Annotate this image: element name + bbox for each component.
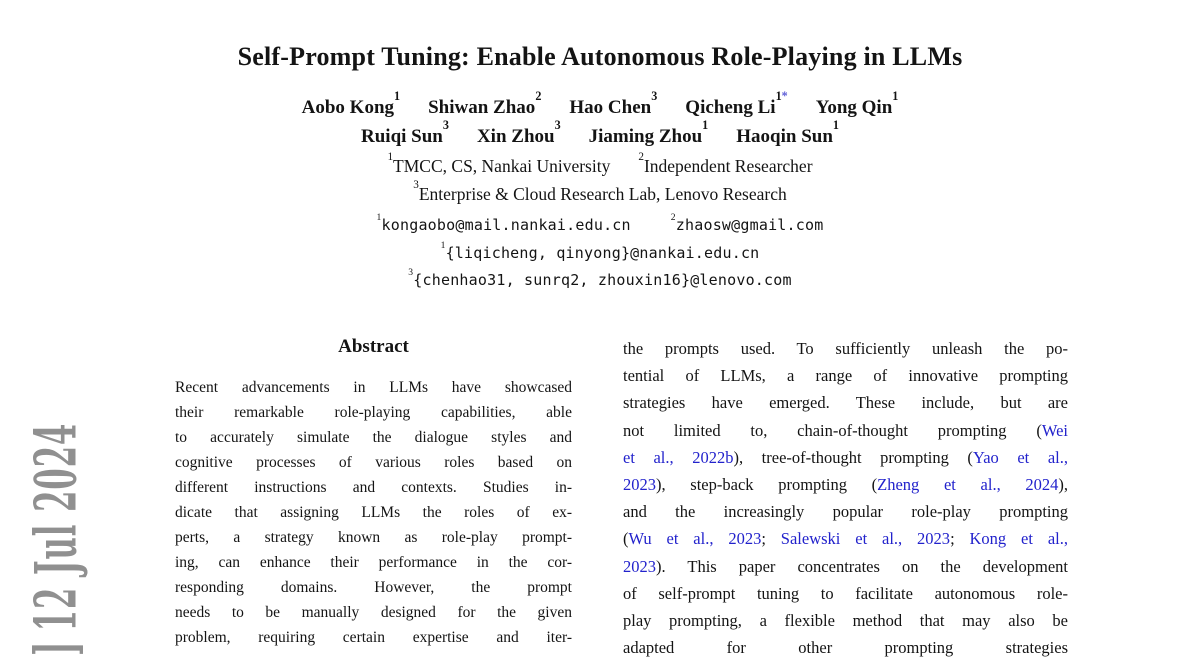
text-segment: ), step-back prompting ( xyxy=(656,474,878,494)
citation-link[interactable]: et al., 2022b xyxy=(623,447,734,467)
affiliation-row-2 xyxy=(0,179,1200,205)
group-superscript: 3 xyxy=(408,266,414,278)
author-name: Hao Chen$^3$ xyxy=(569,89,658,118)
text-line xyxy=(623,417,1068,444)
text-line xyxy=(623,362,1068,389)
citation-link[interactable]: Wei xyxy=(1041,420,1068,440)
author-name: Jiaming Zhou$^1$ xyxy=(588,118,709,147)
text-line xyxy=(175,475,572,500)
text-segment: play prompting, a flexible method that may also be xyxy=(623,610,1068,630)
text-line xyxy=(175,625,572,650)
affiliation: $^2$Independent Researcher xyxy=(638,151,813,176)
text-line xyxy=(623,389,1068,416)
text-line xyxy=(623,580,1068,607)
group-superscript: 1 xyxy=(387,151,394,164)
text-segment: strategies have emerged. These include, but are xyxy=(623,393,1068,413)
author-row-2 xyxy=(0,118,1200,148)
text-line xyxy=(623,444,1068,471)
affiliation-superscript: 2 xyxy=(535,89,542,104)
affiliation-superscript: 1 xyxy=(394,89,401,104)
text-segment: to accurately simulate the dialogue styles and xyxy=(175,429,572,446)
text-segment: ( xyxy=(623,529,629,549)
text-segment: ). This paper concentrates on the development xyxy=(656,556,1068,576)
author-name: Ruiqi Sun$^3$ xyxy=(361,118,449,147)
email-row-1 xyxy=(0,211,1200,234)
text-segment: their remarkable role-playing capabilities, able xyxy=(175,404,572,421)
text-line xyxy=(623,607,1068,634)
stamp-date-text: 12 Jul 2024 xyxy=(24,422,91,632)
text-line xyxy=(623,471,1068,498)
text-segment: different instructions and contexts. Studies in- xyxy=(175,479,572,496)
text-segment: perts, a strategy known as role-play prompt- xyxy=(175,529,572,546)
stamp-partial-bracket: ] xyxy=(24,640,91,656)
email-address: $^1$kongaobo@mail.nankai.edu.cn xyxy=(376,211,631,234)
text-segment: ), tree-of-thought prompting ( xyxy=(733,447,973,467)
email-address: $^1${liqicheng, qinyong}@nankai.edu.cn xyxy=(440,239,760,262)
text-line xyxy=(623,335,1068,362)
group-superscript: 2 xyxy=(638,151,644,164)
author-name: Aobo Kong$^1$ xyxy=(301,89,401,118)
text-line xyxy=(175,600,572,625)
author-name: Xin Zhou$^3$ xyxy=(476,118,561,147)
text-segment: of self-prompt tuning to facilitate autonomous role- xyxy=(623,583,1068,603)
author-name: Haoqin Sun$^1$ xyxy=(736,118,839,147)
group-superscript: 3 xyxy=(413,179,419,192)
text-line xyxy=(623,634,1068,661)
affiliation: $^1$TMCC, CS, Nankai University xyxy=(387,151,611,176)
author-name: Qicheng $Li^{1*}$ xyxy=(685,89,788,118)
text-segment: Recent advancements in LLMs have showcased xyxy=(175,379,572,396)
text-segment: needs to be manually designed for the given xyxy=(175,604,572,621)
abstract-heading: Abstract xyxy=(338,336,409,357)
text-line xyxy=(175,400,572,425)
text-segment: tential of LLMs, a range of innovative prompting xyxy=(623,366,1068,386)
text-line xyxy=(175,450,572,475)
group-superscript: 1 xyxy=(440,239,446,251)
text-segment: problem, requiring certain expertise and iter- xyxy=(175,629,572,646)
text-segment: cognitive processes of various roles based on xyxy=(175,454,572,471)
author-name: Yong Qin$^1$ xyxy=(815,89,899,118)
text-line xyxy=(623,498,1068,525)
text-line xyxy=(175,575,572,600)
citation-link[interactable]: Zheng et al., 2024 xyxy=(877,474,1059,494)
text-segment: responding domains. However, the prompt xyxy=(175,579,572,596)
text-line xyxy=(623,525,1068,552)
paper-title: Self-Prompt Tuning: Enable Autonomous Role-Playing in LLMs xyxy=(237,42,963,71)
affiliation-superscript: 1 xyxy=(892,89,899,104)
affiliation-superscript: 3 xyxy=(442,118,449,133)
text-segment: adapted for other prompting strategies xyxy=(623,638,1068,658)
text-segment: the prompts used. To sufficiently unleash the po- xyxy=(623,339,1068,358)
affiliation: $^3$Enterprise & Cloud Research Lab, Lenovo Research xyxy=(413,179,787,204)
citation-link[interactable]: Yao et al., xyxy=(972,447,1068,467)
affiliation-superscript: 3 xyxy=(554,118,561,133)
text-segment: and the increasingly popular role-play prompting xyxy=(623,502,1068,522)
citation-link[interactable]: Kong et al., xyxy=(969,529,1068,549)
text-segment: ; xyxy=(761,529,781,549)
text-line xyxy=(175,525,572,550)
text-segment: dicate that assigning LLMs the roles of ex- xyxy=(175,504,572,521)
citation-link[interactable]: Salewski et al., 2023 xyxy=(780,529,951,549)
arxiv-date-watermark xyxy=(24,422,91,656)
affiliation-superscript: 1 xyxy=(702,118,709,133)
text-line xyxy=(175,550,572,575)
text-line xyxy=(175,375,572,400)
affiliation-row-1 xyxy=(0,151,1200,177)
group-superscript: 2 xyxy=(670,211,676,223)
text-line xyxy=(623,553,1068,580)
email-row-2 xyxy=(0,239,1200,262)
citation-link[interactable]: 2023 xyxy=(623,556,656,576)
group-superscript: 1 xyxy=(376,211,382,223)
corresponding-author-asterisk: * xyxy=(781,89,788,104)
citation-link[interactable]: Wu et al., 2023 xyxy=(628,529,762,549)
text-segment: ing, can enhance their performance in the cor- xyxy=(175,554,572,571)
abstract-text-column xyxy=(175,375,572,650)
affiliation-superscript: 1 xyxy=(832,118,839,133)
author-name: Shiwan Zhao$^2$ xyxy=(428,89,542,118)
text-line xyxy=(175,425,572,450)
text-line xyxy=(175,500,572,525)
text-segment: ), xyxy=(1058,474,1068,494)
text-segment: ; xyxy=(950,529,970,549)
email-row-3 xyxy=(0,266,1200,289)
text-segment: not limited to, chain-of-thought prompting ( xyxy=(623,420,1042,440)
affiliation-superscript: 1 xyxy=(775,89,782,104)
email-address: $^2$zhaosw@gmail.com xyxy=(670,211,824,234)
citation-link[interactable]: 2023 xyxy=(623,474,656,494)
affiliation-superscript: 3 xyxy=(651,89,658,104)
email-address: $^3${chenhao31, sunrq2, zhouxin16}@lenovo.com xyxy=(408,266,792,289)
author-row-1 xyxy=(0,89,1200,119)
introduction-text-column xyxy=(623,335,1068,661)
